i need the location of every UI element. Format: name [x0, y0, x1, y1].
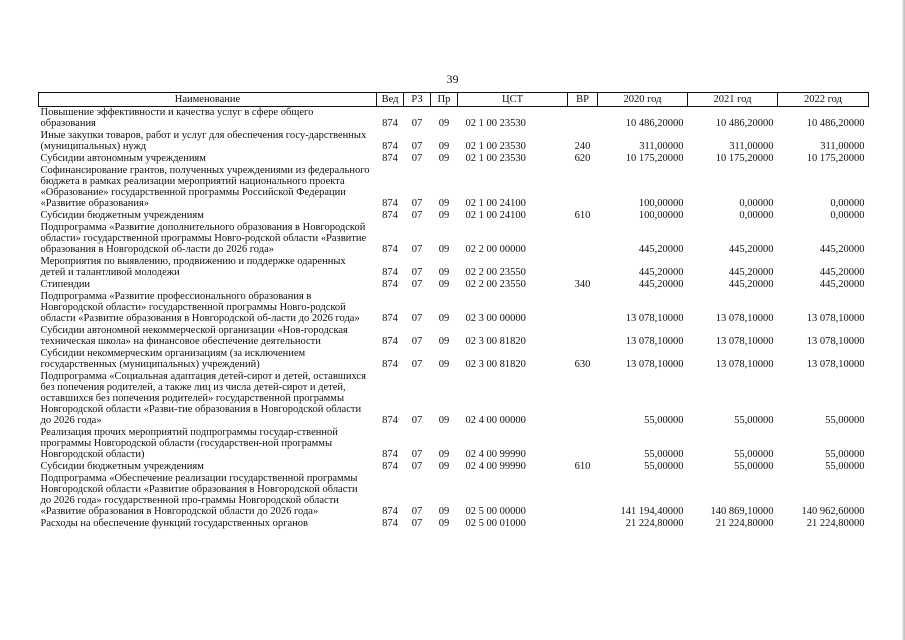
table-row — [39, 130, 869, 153]
cell-y2021: 311,00000 — [729, 141, 774, 152]
cell-cst: 02 5 00 01000 — [465, 518, 526, 529]
cell-rz: 07 — [411, 267, 423, 278]
cell-rz: 07 — [411, 461, 423, 472]
cell-vr — [568, 371, 598, 427]
cell-vr: 610 — [574, 461, 591, 472]
cell-y2020: 10 175,20000 — [625, 153, 684, 164]
table-row — [39, 222, 869, 256]
cell-cst: 02 1 00 24100 — [465, 198, 526, 209]
budget-table — [38, 92, 869, 530]
header-cst: ЦСТ — [458, 93, 568, 107]
cell-cst: 02 2 00 00000 — [465, 244, 526, 255]
cell-ved: 874 — [382, 198, 398, 209]
cell-name: Повышение эффективности и качества услуг в сфере общего образования — [40, 107, 314, 129]
cell-y2020: 141 194,40000 — [620, 506, 684, 517]
cell-y2022: 140 962,60000 — [801, 506, 865, 517]
cell-vr: 610 — [574, 210, 591, 221]
cell-rz: 07 — [411, 359, 423, 370]
table-row — [39, 291, 869, 325]
cell-name: Подпрограмма «Развитие профессионального образования в Новгородской области» государственной программы Новго-родской области «Развитие образования в Новгородской об-ласти до 2026 года» — [40, 291, 360, 324]
cell-y2022: 10 175,20000 — [806, 153, 865, 164]
cell-pr: 09 — [438, 359, 450, 370]
cell-cst: 02 5 00 00000 — [465, 506, 526, 517]
cell-cst: 02 3 00 81820 — [465, 336, 526, 347]
cell-rz: 07 — [411, 210, 423, 221]
cell-y2021: 0,00000 — [739, 210, 774, 221]
cell-y2021: 10 486,20000 — [715, 118, 774, 129]
cell-pr: 09 — [438, 313, 450, 324]
cell-y2020: 13 078,10000 — [625, 336, 684, 347]
cell-y2021: 10 175,20000 — [715, 153, 774, 164]
cell-vr — [568, 427, 598, 461]
table-row — [39, 153, 869, 165]
cell-y2020: 100,00000 — [638, 198, 684, 209]
cell-y2021: 55,00000 — [734, 461, 774, 472]
cell-name: Софинансирование грантов, полученных учреждениями из федерального бюджета в рамках реализации мероприятий национального проекта «Образование» государственной программы Российской Федерации «Развитие образования» — [40, 165, 370, 209]
table-row — [39, 473, 869, 518]
table-row — [39, 371, 869, 427]
cell-y2020: 100,00000 — [638, 210, 684, 221]
cell-pr: 09 — [438, 153, 450, 164]
header-2020: 2020 год — [598, 93, 688, 107]
cell-y2020: 445,20000 — [638, 279, 684, 290]
cell-pr: 09 — [438, 267, 450, 278]
cell-ved: 874 — [382, 449, 398, 460]
cell-ved: 874 — [382, 153, 398, 164]
cell-pr: 09 — [438, 461, 450, 472]
cell-vr — [568, 222, 598, 256]
cell-y2020: 445,20000 — [638, 267, 684, 278]
cell-y2020: 445,20000 — [638, 244, 684, 255]
cell-cst: 02 2 00 23550 — [465, 279, 526, 290]
cell-name: Иные закупки товаров, работ и услуг для обеспечения госу-дарственных (муниципальных) нужд — [40, 130, 367, 152]
cell-y2020: 55,00000 — [644, 415, 684, 426]
cell-ved: 874 — [382, 461, 398, 472]
cell-y2022: 10 486,20000 — [806, 118, 865, 129]
cell-cst: 02 1 00 24100 — [465, 210, 526, 221]
cell-y2021: 0,00000 — [739, 198, 774, 209]
table-row — [39, 348, 869, 371]
cell-name: Стипендии — [40, 279, 91, 290]
page-number: 39 — [446, 72, 459, 86]
cell-y2020: 13 078,10000 — [625, 359, 684, 370]
cell-cst: 02 4 00 99990 — [465, 461, 526, 472]
cell-pr: 09 — [438, 244, 450, 255]
cell-name: Субсидии бюджетным учреждениям — [40, 461, 204, 472]
cell-y2022: 0,00000 — [830, 198, 865, 209]
cell-cst: 02 1 00 23530 — [465, 153, 526, 164]
header-name: Наименование — [39, 93, 377, 107]
cell-rz: 07 — [411, 415, 423, 426]
cell-ved: 874 — [382, 359, 398, 370]
cell-name: Мероприятия по выявлению, продвижению и поддержке одаренных детей и талантливой молодежи — [40, 256, 346, 278]
cell-y2020: 10 486,20000 — [625, 118, 684, 129]
cell-vr: 630 — [574, 359, 591, 370]
cell-y2021: 55,00000 — [734, 415, 774, 426]
table-row — [39, 210, 869, 222]
cell-vr — [568, 165, 598, 210]
table-row — [39, 461, 869, 473]
cell-y2021: 13 078,10000 — [715, 336, 774, 347]
cell-rz: 07 — [411, 244, 423, 255]
cell-name: Подпрограмма «Обеспечение реализации государственной программы Новгородской области «Развитие образования в Новгородской области до 2026 года» государственной про-граммы Новгородской области «Развитие образования в Новгородской области до 2026 года» — [40, 473, 358, 517]
cell-vr: 620 — [574, 153, 591, 164]
header-rz: РЗ — [404, 93, 431, 107]
cell-rz: 07 — [411, 336, 423, 347]
cell-cst: 02 4 00 00000 — [465, 415, 526, 426]
cell-pr: 09 — [438, 210, 450, 221]
cell-y2021: 445,20000 — [728, 267, 774, 278]
cell-pr: 09 — [438, 506, 450, 517]
cell-name: Реализация прочих мероприятий подпрограммы государ-ственной программы Новгородской области (государствен-ной программы Новгородской области) — [40, 427, 338, 460]
cell-vr: 240 — [574, 141, 591, 152]
cell-ved: 874 — [382, 267, 398, 278]
table-row — [39, 325, 869, 348]
cell-ved: 874 — [382, 336, 398, 347]
cell-name: Расходы на обеспечение функций государственных органов — [40, 518, 308, 529]
cell-cst: 02 3 00 81820 — [465, 359, 526, 370]
cell-rz: 07 — [411, 518, 423, 529]
cell-y2020: 311,00000 — [639, 141, 684, 152]
cell-pr: 09 — [438, 336, 450, 347]
cell-vr — [568, 291, 598, 325]
cell-y2022: 0,00000 — [830, 210, 865, 221]
table-row — [39, 165, 869, 210]
cell-y2020: 55,00000 — [644, 461, 684, 472]
cell-rz: 07 — [411, 449, 423, 460]
cell-rz: 07 — [411, 279, 423, 290]
cell-vr — [568, 518, 598, 530]
cell-y2022: 445,20000 — [819, 267, 865, 278]
cell-y2022: 21 224,80000 — [806, 518, 865, 529]
header-2022: 2022 год — [778, 93, 869, 107]
cell-name: Подпрограмма «Социальная адаптация детей-сирот и детей, оставшихся без попечения родителей, а также лиц из числа детей-сирот и детей, оставшихся без попечения родителей» государственной программы Новгородской области «Разви-тие образования в Новгородской области до 2026 года» — [40, 371, 366, 426]
cell-y2021: 140 869,10000 — [710, 506, 774, 517]
cell-y2022: 55,00000 — [825, 449, 865, 460]
cell-pr: 09 — [438, 118, 450, 129]
cell-name: Субсидии некоммерческим организациям (за исключением государственных (муниципальных) учреждений) — [40, 348, 306, 370]
cell-ved: 874 — [382, 506, 398, 517]
cell-vr — [568, 256, 598, 279]
cell-pr: 09 — [438, 198, 450, 209]
cell-y2022: 13 078,10000 — [806, 336, 865, 347]
cell-vr — [568, 473, 598, 518]
cell-y2021: 13 078,10000 — [715, 313, 774, 324]
cell-cst: 02 1 00 23530 — [465, 141, 526, 152]
cell-cst: 02 1 00 23530 — [465, 118, 526, 129]
cell-y2022: 311,00000 — [820, 141, 865, 152]
cell-rz: 07 — [411, 141, 423, 152]
cell-name: Подпрограмма «Развитие дополнительного образования в Новгородской области» государственной программы Новго-родской области «Развитие образования в Новгородской об-ласти до 2026 года» — [40, 222, 367, 255]
header-vr: ВР — [568, 93, 598, 107]
table-header-row — [39, 93, 869, 107]
cell-cst: 02 3 00 00000 — [465, 313, 526, 324]
cell-y2021: 13 078,10000 — [715, 359, 774, 370]
cell-y2022: 445,20000 — [819, 244, 865, 255]
cell-cst: 02 4 00 99990 — [465, 449, 526, 460]
table-row — [39, 518, 869, 530]
cell-vr — [568, 107, 598, 131]
cell-y2022: 13 078,10000 — [806, 359, 865, 370]
cell-y2021: 445,20000 — [728, 244, 774, 255]
cell-ved: 874 — [382, 313, 398, 324]
cell-pr: 09 — [438, 449, 450, 460]
cell-y2020: 13 078,10000 — [625, 313, 684, 324]
cell-vr: 340 — [574, 279, 591, 290]
cell-pr: 09 — [438, 279, 450, 290]
cell-name: Субсидии автономной некоммерческой организации «Нов-городская техническая школа» на финансовое обеспечение деятельности — [40, 325, 348, 347]
cell-rz: 07 — [411, 118, 423, 129]
cell-rz: 07 — [411, 506, 423, 517]
cell-y2022: 13 078,10000 — [806, 313, 865, 324]
cell-rz: 07 — [411, 198, 423, 209]
cell-ved: 874 — [382, 118, 398, 129]
cell-pr: 09 — [438, 415, 450, 426]
cell-y2020: 55,00000 — [644, 449, 684, 460]
cell-y2021: 445,20000 — [728, 279, 774, 290]
cell-ved: 874 — [382, 279, 398, 290]
header-pr: Пр — [431, 93, 458, 107]
cell-ved: 874 — [382, 244, 398, 255]
cell-y2021: 55,00000 — [734, 449, 774, 460]
table-row — [39, 107, 869, 131]
table-row — [39, 279, 869, 291]
cell-name: Субсидии автономным учреждениям — [40, 153, 206, 164]
cell-y2021: 21 224,80000 — [715, 518, 774, 529]
table-row — [39, 427, 869, 461]
cell-ved: 874 — [382, 415, 398, 426]
cell-name: Субсидии бюджетным учреждениям — [40, 210, 204, 221]
cell-rz: 07 — [411, 153, 423, 164]
cell-pr: 09 — [438, 141, 450, 152]
cell-y2022: 55,00000 — [825, 461, 865, 472]
table-body — [39, 107, 869, 531]
cell-rz: 07 — [411, 313, 423, 324]
cell-y2020: 21 224,80000 — [625, 518, 684, 529]
cell-vr — [568, 325, 598, 348]
cell-ved: 874 — [382, 210, 398, 221]
cell-cst: 02 2 00 23550 — [465, 267, 526, 278]
table-row — [39, 256, 869, 279]
cell-ved: 874 — [382, 141, 398, 152]
cell-y2022: 445,20000 — [819, 279, 865, 290]
header-ved: Вед — [377, 93, 404, 107]
cell-ved: 874 — [382, 518, 398, 529]
header-2021: 2021 год — [688, 93, 778, 107]
cell-y2022: 55,00000 — [825, 415, 865, 426]
cell-pr: 09 — [438, 518, 450, 529]
